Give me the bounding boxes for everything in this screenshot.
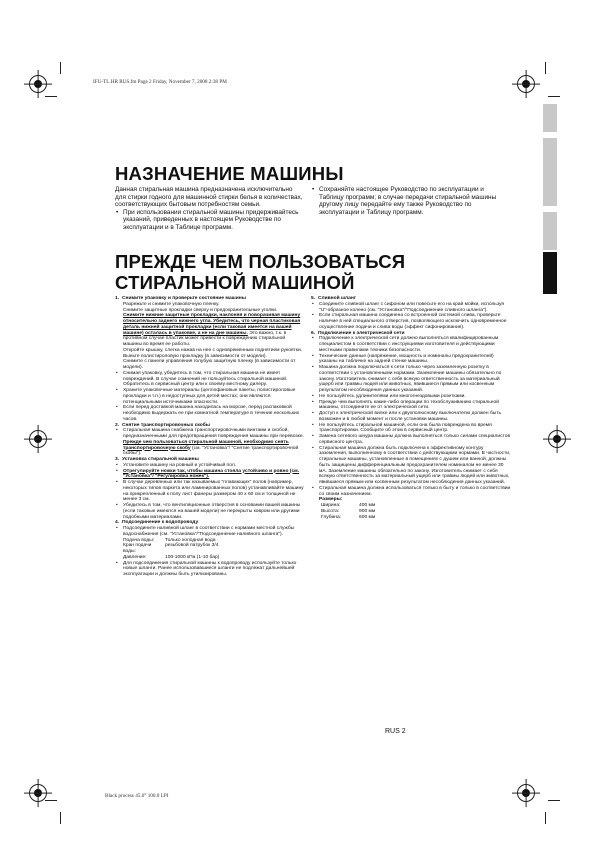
bullet-item: • Если перед доставкой машина находилась на морозе, перед распаковкой необходимо выдержать ее при комнатной температуре в течение нескольких часов. bbox=[115, 405, 305, 422]
section-title-line: СТИРАЛЬНОЙ МАШИНОЙ bbox=[115, 272, 355, 293]
spec-value: резьбовой патрубок 3/4 bbox=[165, 543, 219, 549]
section-title-before-use bbox=[115, 251, 405, 293]
intro-bullet-keep-manual: • Сохраняйте настоящее Руководство по эксплуатации и Таблицу программ; в случае передачи стиральной машины другому лицу передайте ему также Руководство по эксплуатации и Таблицу программ. bbox=[311, 186, 506, 216]
bullet-item-emphasis: • Отрегулируйте ножки так, чтобы машина стояла устойчиво и ровно (см. "Установка"/ "Регулировка ножек"). bbox=[115, 469, 305, 481]
size-value: 400 мм bbox=[359, 503, 376, 508]
step-number: 5. bbox=[311, 296, 316, 301]
step-item: Снимите защитные прокладки сверху и предохранительные уголки. bbox=[123, 307, 278, 313]
print-slug-top: IFU-TL.HR RUS.fm Page 2 Friday, November 7, 2008 2:38 PM bbox=[93, 79, 227, 85]
spec-value: Только холодная вода bbox=[165, 537, 216, 543]
spec-value: 100-1000 кПа (1-10 бар) bbox=[165, 554, 220, 560]
bullet-item: • Стиральная машина снабжена транспортировочными винтами и скобой, предназначенными для предотвращения повреждения машины при перевозке. bbox=[115, 428, 305, 440]
intro-paragraph: Данная стиральная машина предназначена исключительно для стирки годного для машинной стирки белья в количествах, соответствующих бытовым потребностям семьи. bbox=[115, 186, 303, 209]
bullet-item: • Доступ к электрической вилке или к двухполюсному выключателю должен быть возможен и в любой момент и после установки машины. bbox=[311, 411, 511, 423]
bullet-item: • Стиральная машина должна быть подключена к эффективному контуру заземления, выполненному в соответствии с действующими нормами. В частности, стиральные машины, установленные в помещениях с душем или ванной, должны быть защищены дифференциальным предохранителем номиналом не менее 30 мА. Заземление машины обязательно по закону. Изготовитель снимает с себя всякую ответственность за материальный ущерб или травмы людей или животных, явившиеся прямым или косвенным результатом несоблюдения данных указаний. bbox=[311, 446, 511, 486]
step-title: Снимите упаковку и проверьте состояние машины bbox=[122, 296, 246, 301]
step-item-emphasis: Снимите нижние защитные прокладки, наклоняя и поворачивая машину относительно заднего нижнего угла. Убедитесь, что черная пластиковая деталь нижней защитной прокладки (если таковая имеется на вашей машине) осталась в упаковке, а не на дне машины. bbox=[123, 313, 301, 336]
step-title: Установка стиральной машины bbox=[122, 457, 199, 462]
crop-mark bbox=[60, 812, 61, 824]
spec-label: Давление: bbox=[123, 554, 147, 560]
bullet-item: • Установите машину на ровный и устойчивый пол. bbox=[115, 463, 305, 469]
step-title: Сливной шланг bbox=[318, 296, 356, 301]
bullet-item: • Подключение к электрической сети должно выполняться квалифицированным специалистом в соответствии с инструкциями изготовителя и действующими местными правилами техники безопасности. bbox=[311, 336, 511, 353]
size-label: Ширина: bbox=[321, 503, 341, 508]
step-title: Снятие транспортировочных скобы bbox=[122, 422, 210, 428]
crop-mark bbox=[60, 62, 61, 74]
bullet-item: • Храните упаковочные материалы (целлофановые пакеты, полистироловые прокладки и т.п.) в недоступных для детей местах; они являются потенциальными источниками опасности. bbox=[115, 388, 305, 405]
bullet-item: • Подсоедините наливной шланг в соответствии с нормами местной службы водоснабжения (см. "Установка"/"Подсоединение наливного шланга"). bbox=[115, 526, 305, 538]
bullet-item: • Прежде чем выполнять какие-либо операции по техобслуживанию стиральной машины, отсоедините ее от электрической сети. bbox=[311, 400, 511, 412]
step-item: Откройте крышку, слегка нажав на нее с одновременным поднятием рукоятки. Выньте полистироловую прокладку (в зависимости от модели). bbox=[123, 347, 303, 359]
step-item: Разрежьте и снимите упаковочную пленку. bbox=[123, 301, 220, 307]
crop-mark bbox=[45, 800, 57, 801]
size-label: Высота: bbox=[321, 508, 340, 514]
intro-bullet: • При использовании стиральной машины придерживайтесь указаний, приведенных в настоящем Руководстве по эксплуатации и в Таблице программ. bbox=[115, 209, 305, 232]
left-column bbox=[115, 296, 305, 578]
size-value: 600 мм bbox=[359, 514, 376, 520]
registration-mark-icon bbox=[29, 75, 47, 93]
size-row bbox=[311, 515, 511, 521]
bullet-item: • Для подсоединения стиральной машины к водопроводу используйте только новые шланги. Ранее использовавшиеся шланги не подлежат дальнейшей эксплуатации и должны быть утилизированы. bbox=[115, 561, 305, 578]
spec-label: Подача воды: bbox=[123, 537, 155, 543]
bullet-item: • В случае деревянных или так называемых "плавающих" полов (например, некоторых типов паркета или ламинированных полов) устанавливайте машину на прикрепленный к полу лист фанеры размером 40 x 60 см и толщиной не менее 3 см. bbox=[115, 480, 305, 503]
side-tab-grey bbox=[543, 212, 557, 250]
size-label: Глубина: bbox=[321, 514, 342, 520]
step-item: Снимите с панели управления голубую защитную пленку (в зависимости от модели). bbox=[123, 359, 296, 370]
side-tab-grey bbox=[543, 138, 557, 206]
step-item: (см. "Установка"/ "Снятие транспортировочной скобы"). bbox=[123, 445, 299, 457]
crop-mark bbox=[548, 96, 560, 97]
bullet-item: • Не пользуйтесь удлинителями или многогнездовыми розетками. bbox=[311, 394, 511, 400]
side-tab-active bbox=[543, 252, 557, 294]
spec-label: Кран подачи воды: bbox=[123, 543, 152, 554]
step-number: 3. bbox=[115, 457, 120, 462]
crop-mark bbox=[548, 800, 560, 801]
registration-mark-icon bbox=[517, 75, 535, 93]
registration-mark-icon bbox=[29, 430, 47, 448]
registration-mark-icon bbox=[517, 784, 535, 802]
step-number: 1. bbox=[115, 296, 120, 301]
bullet-item: • Машина должна подключаться к сети только через заземленную розетку в соответствии с установленными нормами. Заземление машины обязательно по закону. Изготовитель снимает с себя всякую ответственность за материальный ущерб или травмы людей или животных, явившиеся прямым или косвенным результатом несоблюдения данных указаний. bbox=[311, 365, 511, 394]
step-item-emphasis: Прежде чем пользоваться стиральной машиной, необходимо снять транспортировочную скобу bbox=[123, 439, 289, 451]
section1-left bbox=[115, 186, 305, 232]
step-title: Подключение к электрической сети bbox=[318, 330, 405, 336]
section1-right bbox=[311, 186, 506, 216]
side-tab-grey bbox=[543, 104, 557, 132]
step-number: 2. bbox=[115, 422, 120, 428]
section-title-purpose: НАЗНАЧЕНИЕ МАШИНЫ bbox=[115, 163, 344, 184]
spec-row bbox=[115, 543, 305, 555]
bullet-item: • Снимая упаковку, убедитесь в том, что стиральная машина не имеет повреждений. В случае сомнений не пользуйтесь стиральной машиной. Обратитесь в сервисный центр или к своему местному дилеру. bbox=[115, 371, 305, 388]
crop-mark bbox=[545, 62, 546, 74]
step-number: 4. bbox=[115, 520, 120, 526]
crop-mark bbox=[45, 96, 57, 97]
bullet-item: • Если стиральная машина соединена со встроенной системой слива, проверьте наличие в ней специального отверстия, позволяющего исключить одновременное осуществление подачи и слива воды (эффект сифонирования). bbox=[311, 313, 511, 330]
step-item: Это важно, т.к. в противном случае пластик может привести к повреждению стиральной машины во время ее работы. bbox=[123, 330, 287, 347]
registration-mark-icon bbox=[548, 430, 566, 448]
step-number: 6. bbox=[311, 330, 316, 336]
size-value: 900 мм bbox=[359, 508, 376, 514]
bullet-item: • Соедините сливной шланг с сифоном или повесьте его на край мойки, используя "U"-образное колено (см. "Установка"/"Подсоединение сливного шланга"). bbox=[311, 302, 511, 314]
step-title: Подсоединение к водопроводу bbox=[122, 520, 199, 526]
section-title-line: ПРЕЖДЕ ЧЕМ ПОЛЬЗОВАТЬСЯ bbox=[115, 251, 406, 272]
crop-mark bbox=[545, 812, 546, 824]
bullet-item: • Замена сетевого шнура машины должна выполняться только силами специалистов сервисного центра. bbox=[311, 434, 511, 446]
sizes-title: Размеры: bbox=[319, 497, 343, 503]
bullet-item: • Стиральная машина должна использоваться только в быту и только в соответствии со своим назначением. bbox=[311, 486, 511, 498]
bullet-item: • Не пользуйтесь стиральной машиной, если она была повреждена во время транспортировки. Сообщите об этом в сервисный центр. bbox=[311, 423, 511, 435]
page-number: RUS 2 bbox=[385, 728, 406, 735]
bullet-item: • Технические данные (напряжение, мощность и номиналы предохранителей) указаны на табличке на задней стенке машины. bbox=[311, 354, 511, 366]
right-column bbox=[311, 296, 511, 520]
print-slug-bottom: Black process 45.0° 100.0 LPI bbox=[105, 793, 169, 799]
bullet-item: • Убедитесь в том, что вентиляционные отверстия в основании вашей машины (если таковые имеются на вашей модели) не перекрыты ковром или другими подобными материалами. bbox=[115, 503, 305, 520]
